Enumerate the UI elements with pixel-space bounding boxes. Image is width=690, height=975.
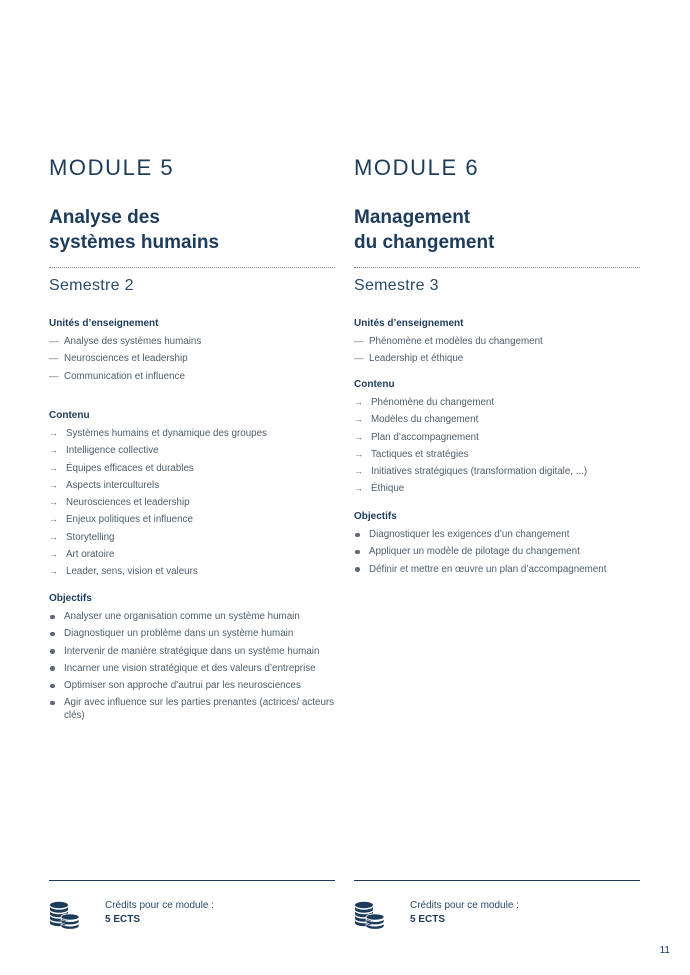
content-item: → Tactiques et stratégies <box>354 448 469 460</box>
dotted-divider <box>354 267 640 268</box>
module-title-line-2: du changement <box>354 232 495 253</box>
arrow-right-icon: → <box>49 497 58 508</box>
dash-marker: — <box>49 370 59 382</box>
credits-info <box>105 899 214 926</box>
content-item: → Phénomène du changement <box>354 397 495 408</box>
objective-item: Intervenir de manière stratégique dans un système humain <box>49 645 339 658</box>
credits-label: Crédits pour ce module : <box>105 900 214 911</box>
coins-stack-icon <box>354 900 386 932</box>
content-item: → Enjeux politiques et influence <box>49 514 193 526</box>
bullet-dot <box>50 666 55 671</box>
arrow-right-icon: → <box>49 566 58 577</box>
credits-info <box>410 899 519 926</box>
objective-item: Diagnostiquer un problème dans un système humain <box>49 627 339 640</box>
bullet-dot <box>50 649 55 654</box>
bullet-dot <box>50 684 55 689</box>
module-title-line-2: systèmes humains <box>49 232 220 253</box>
content-item: → Plan d’accompagnement <box>354 431 479 443</box>
content-item: → Initiatives stratégiques (transformation digitale, ...) <box>354 466 588 478</box>
dash-marker: — <box>354 336 364 347</box>
content-section <box>354 378 644 500</box>
arrow-right-icon: → <box>354 448 363 459</box>
content-heading: Contenu <box>49 410 90 421</box>
units-heading: Unités d’enseignement <box>49 318 159 329</box>
arrow-right-icon: → <box>49 549 58 560</box>
bullet-dot <box>355 550 360 555</box>
module-title <box>354 205 640 255</box>
arrow-right-icon: → <box>49 531 58 542</box>
arrow-right-icon: → <box>49 514 58 525</box>
units-heading: Unités d’enseignement <box>354 318 464 329</box>
objective-item: Analyser une organisation comme un système humain <box>49 610 339 623</box>
unit-item: — Leadership et éthique <box>354 353 464 365</box>
content-section <box>49 409 339 583</box>
arrow-right-icon: → <box>354 431 363 442</box>
module-title-line-1: Management <box>354 207 471 228</box>
content-item: → Modèles du changement <box>354 414 479 426</box>
arrow-right-icon: → <box>354 397 363 407</box>
dash-marker: — <box>354 353 364 365</box>
arrow-right-icon: → <box>49 428 58 438</box>
content-item: → Intelligence collective <box>49 445 159 457</box>
objectives-section <box>49 592 339 727</box>
units-section <box>354 317 644 370</box>
content-item: → Systèmes humains et dynamique des groupes <box>49 428 267 439</box>
credits-value: 5 ECTS <box>105 913 141 925</box>
objective-item: Agir avec influence sur les parties prenantes (actrices/ acteurs clés) <box>49 696 339 722</box>
objectives-section <box>354 510 644 580</box>
semester: Semestre 2 <box>49 277 134 294</box>
objective-item: Optimiser son approche d’autrui par les neurosciences <box>49 679 339 692</box>
arrow-right-icon: → <box>354 414 363 425</box>
bullet-dot <box>50 615 55 620</box>
module-title-line-1: Analyse des <box>49 207 160 228</box>
content-item: → Storytelling <box>49 531 115 543</box>
coins-stack-icon <box>49 900 81 932</box>
objective-item: Définir et mettre en œuvre un plan d’accompagnement <box>354 563 644 576</box>
content-item: → Aspects interculturels <box>49 479 160 491</box>
unit-item: — Analyse des systèmes humains <box>49 336 202 347</box>
module-label: MODULE 5 <box>49 155 175 180</box>
content-heading: Contenu <box>354 379 395 390</box>
arrow-right-icon: → <box>49 445 58 456</box>
objectives-heading: Objectifs <box>354 511 397 522</box>
module-label: MODULE 6 <box>354 155 480 180</box>
bullet-dot <box>50 632 55 637</box>
content-item: → Leader, sens, vision et valeurs <box>49 566 198 578</box>
dotted-divider <box>49 267 335 268</box>
content-item: → Art oratoire <box>49 549 115 561</box>
credits-label: Crédits pour ce module : <box>410 900 519 911</box>
semester: Semestre 3 <box>354 277 439 294</box>
unit-item: — Phénomène et modèles du changement <box>354 336 543 347</box>
content-item: → Neurosciences et leadership <box>49 497 190 509</box>
arrow-right-icon: → <box>354 483 363 494</box>
unit-item: — Communication et influence <box>49 370 185 382</box>
arrow-right-icon: → <box>49 479 58 490</box>
dash-marker: — <box>49 353 59 365</box>
module-title <box>49 205 335 255</box>
units-section <box>49 317 339 387</box>
footer-rule <box>49 880 335 881</box>
unit-item: — Neurosciences et leadership <box>49 353 188 365</box>
objective-item: Incarner une vision stratégique et des valeurs d’entreprise <box>49 662 339 675</box>
arrow-right-icon: → <box>354 466 363 477</box>
objectives-heading: Objectifs <box>49 593 92 604</box>
bullet-dot <box>355 567 360 572</box>
bullet-dot <box>355 533 360 538</box>
credits-value: 5 ECTS <box>410 913 446 925</box>
arrow-right-icon: → <box>49 462 58 473</box>
footer-rule <box>354 880 640 881</box>
content-item: → Équipes efficaces et durables <box>49 462 194 474</box>
bullet-dot <box>50 701 55 706</box>
objective-item: Diagnostiquer les exigences d’un changement <box>354 528 644 541</box>
page-number: 11 <box>659 945 670 956</box>
objective-item: Appliquer un modèle de pilotage du changement <box>354 545 644 558</box>
dash-marker: — <box>49 336 59 347</box>
content-item: → Éthique <box>354 483 405 495</box>
